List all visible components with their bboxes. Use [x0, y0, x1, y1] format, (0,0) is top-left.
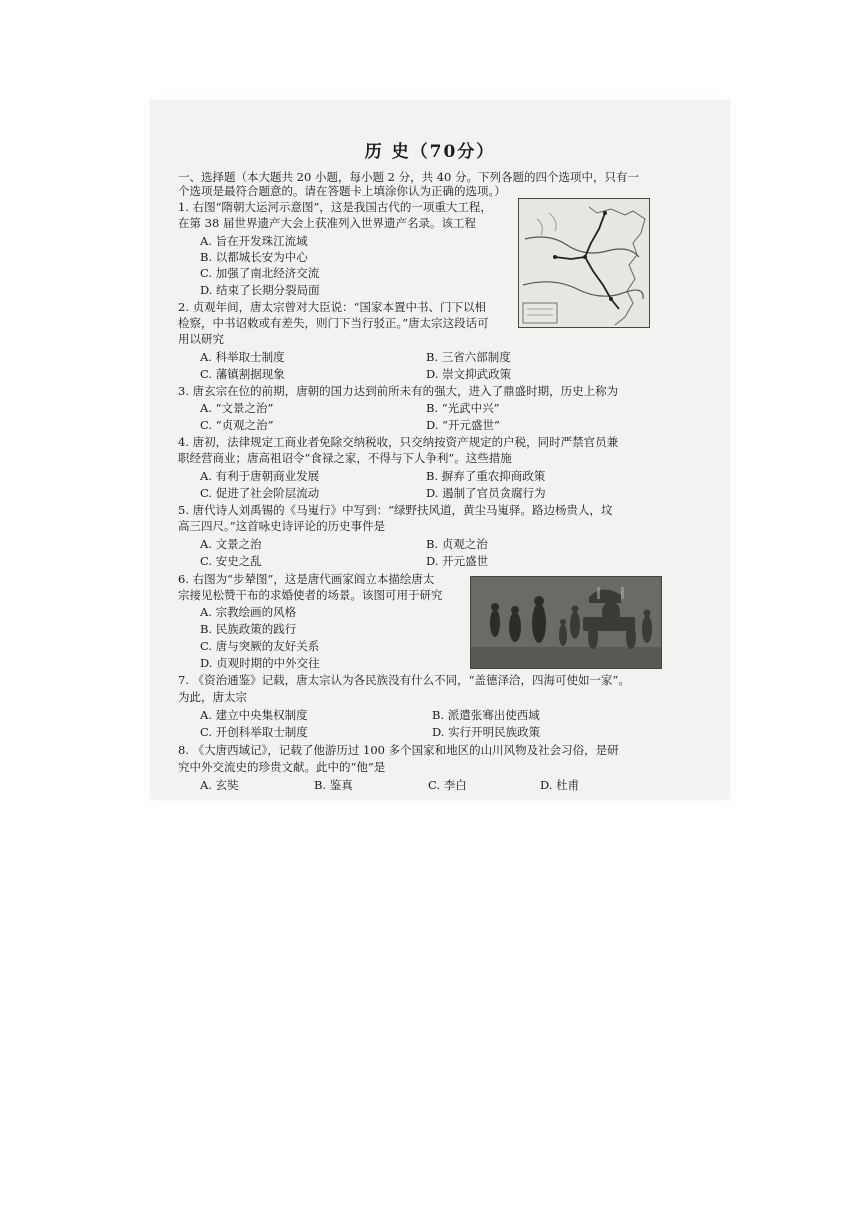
bunian-tu-painting-figure	[470, 576, 662, 669]
q3-option-c[interactable]: C. “贞观之治”	[200, 418, 274, 432]
q6-option-b[interactable]: B. 民族政策的践行	[200, 622, 297, 636]
q5-option-d[interactable]: D. 开元盛世	[426, 554, 489, 568]
q3-option-b[interactable]: B. “光武中兴”	[426, 401, 500, 415]
q3-option-d[interactable]: D. “开元盛世”	[426, 418, 500, 432]
grand-canal-map	[519, 199, 649, 327]
q1-option-c[interactable]: C. 加强了南北经济交流	[200, 266, 320, 280]
q7-option-b[interactable]: B. 派遣张骞出使西域	[432, 708, 540, 722]
q2-stem-line-3: 用以研究	[178, 332, 224, 346]
q7-stem-line-1: 7. 《资治通鉴》记载，唐太宗认为各民族没有什么不同，“盖德泽洽，四海可使如一家”。	[178, 673, 630, 687]
q8-option-c[interactable]: C. 李白	[428, 778, 467, 792]
q8-stem-line-1: 8. 《大唐西域记》，记载了他游历过 100 多个国家和地区的山川风物及社会习俗，是研	[178, 743, 619, 757]
q2-stem-line-2: 检察，中书诏敕或有差失，则门下当行驳正。”唐太宗这段话可	[178, 316, 489, 330]
q3-option-a[interactable]: A. “文景之治”	[200, 401, 274, 415]
q6-option-d[interactable]: D. 贞观时期的中外交往	[200, 656, 320, 670]
q8-option-b[interactable]: B. 鉴真	[314, 778, 353, 792]
q4-stem-line-1: 4. 唐初，法律规定工商业者免除交纳税收，只交纳按资产规定的户税，同时严禁官员兼	[178, 435, 619, 449]
q4-option-a[interactable]: A. 有利于唐朝商业发展	[200, 469, 320, 483]
grand-canal-map-figure	[518, 198, 650, 328]
q5-option-b[interactable]: B. 贞观之治	[426, 537, 488, 551]
q2-option-a[interactable]: A. 科举取士制度	[200, 350, 285, 364]
q1-stem-line-1: 1. 右图“隋朝大运河示意图”，这是我国古代的一项重大工程，	[178, 200, 492, 214]
bunian-tu-painting	[471, 577, 661, 668]
q6-stem-line-2: 宗接见松赞干布的求婚使者的场景。该图可用于研究	[178, 588, 443, 602]
q2-option-d[interactable]: D. 崇文抑武政策	[426, 367, 512, 381]
q1-option-d[interactable]: D. 结束了长期分裂局面	[200, 283, 320, 297]
q5-stem-line-2: 高三四尺。”这首咏史诗评论的历史事件是	[178, 519, 386, 533]
q8-option-a[interactable]: A. 玄奘	[200, 778, 239, 792]
instructions-line-1: 一、选择题（本大题共 20 小题，每小题 2 分，共 40 分。下列各题的四个选项中，只有一	[178, 170, 640, 184]
q6-option-a[interactable]: A. 宗教绘画的风格	[200, 605, 297, 619]
q1-option-b[interactable]: B. 以都城长安为中心	[200, 250, 308, 264]
page-title: 历 史（70分）	[364, 142, 496, 162]
q7-stem-line-2: 为此，唐太宗	[178, 690, 247, 704]
q7-option-a[interactable]: A. 建立中央集权制度	[200, 708, 308, 722]
q2-stem-line-1: 2. 贞观年间，唐太宗曾对大臣说：“国家本置中书、门下以相	[178, 300, 487, 314]
q1-stem-line-2: 在第 38 届世界遗产大会上获准列入世界遗产名录。该工程	[178, 216, 476, 230]
q4-stem-line-2: 职经营商业；唐高祖诏令“食禄之家，不得与下人争利”。这些措施	[178, 451, 512, 465]
q5-option-c[interactable]: C. 安史之乱	[200, 554, 262, 568]
q3-stem-line-1: 3. 唐玄宗在位的前期，唐朝的国力达到前所未有的强大，进入了鼎盛时期，历史上称为	[178, 384, 619, 398]
q2-option-c[interactable]: C. 藩镇割据现象	[200, 367, 285, 381]
q2-option-b[interactable]: B. 三省六部制度	[426, 350, 511, 364]
q4-option-b[interactable]: B. 摒弃了重农抑商政策	[426, 469, 546, 483]
q8-stem-line-2: 究中外交流史的珍贵文献。此中的“他”是	[178, 760, 386, 774]
instructions-line-2: 个选项是最符合题意的。请在答题卡上填涂你认为正确的选项。）	[178, 184, 506, 198]
q8-option-d[interactable]: D. 杜甫	[540, 778, 580, 792]
q6-stem-line-1: 6. 右图为“步辇图”，这是唐代画家阎立本描绘唐太	[178, 572, 435, 586]
q6-option-c[interactable]: C. 唐与突厥的友好关系	[200, 639, 320, 653]
q4-option-c[interactable]: C. 促进了社会阶层流动	[200, 486, 320, 500]
q4-option-d[interactable]: D. 遏制了官员贪腐行为	[426, 486, 546, 500]
q7-option-c[interactable]: C. 开创科举取士制度	[200, 725, 308, 739]
q7-option-d[interactable]: D. 实行开明民族政策	[432, 725, 541, 739]
q5-option-a[interactable]: A. 文景之治	[200, 537, 262, 551]
q1-option-a[interactable]: A. 旨在开发珠江流域	[200, 234, 308, 248]
q5-stem-line-1: 5. 唐代诗人刘禹锡的《马嵬行》中写到：“绿野扶风道，黄尘马嵬驿。路边杨贵人，坟	[178, 503, 613, 517]
